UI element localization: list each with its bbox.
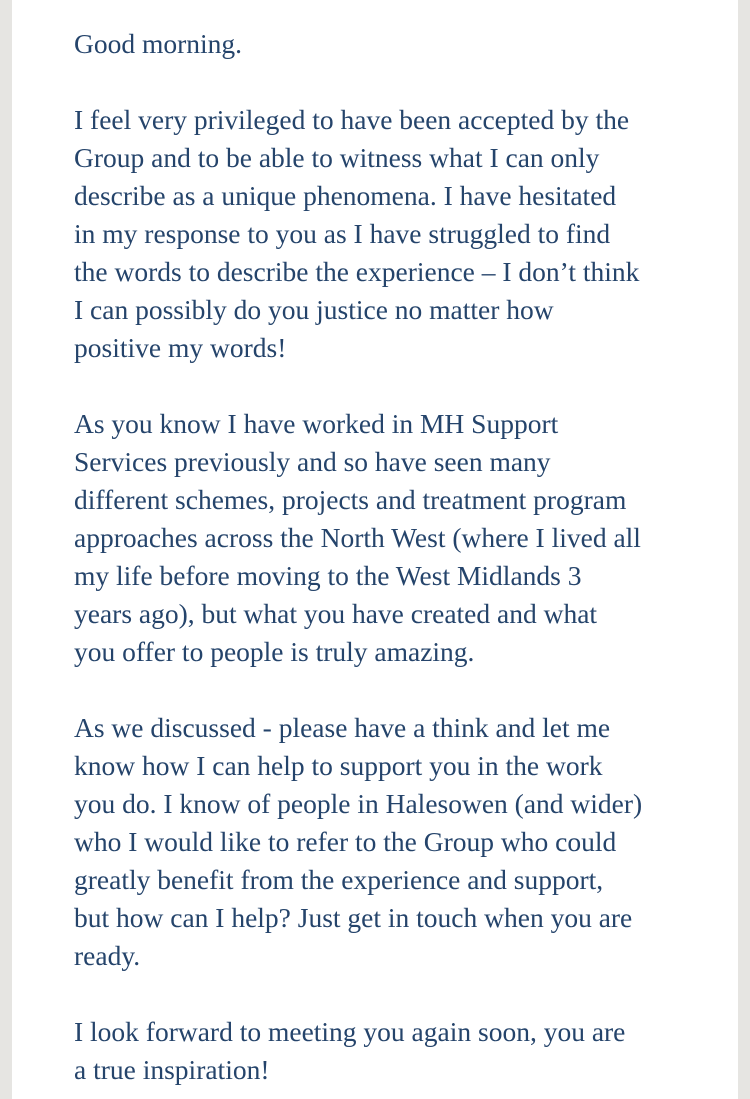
paragraph-1: I feel very privileged to have been accepted by the Group and to be able to witness what I can only describe as a unique phenomena. I have hesitated in my response to you as I have struggled to find the words to describe the experience – I don’t think I can possibly do you justice no matter how positive my words! [74, 104, 640, 363]
message-page [12, 0, 738, 1099]
greeting-text: Good morning. [74, 28, 243, 59]
message-body [74, 25, 714, 1089]
paragraph-2: As you know I have worked in MH Support Services previously and so have seen many different schemes, projects and treatment program approaches across the North West (where I lived all my life before moving to the West Midlands 3 years ago), but what you have created and what you offer to people is truly amazing. [74, 408, 641, 667]
paragraph-4: I look forward to meeting you again soon, you are a true inspiration! [74, 1016, 626, 1085]
paragraph-3: As we discussed - please have a think and let me know how I can help to support you in the work you do. I know of people in Halesowen (and wider) who I would like to refer to the Group who could greatly benefit from the experience and support, but how can I help? Just get in touch when you are ready. [74, 712, 643, 971]
